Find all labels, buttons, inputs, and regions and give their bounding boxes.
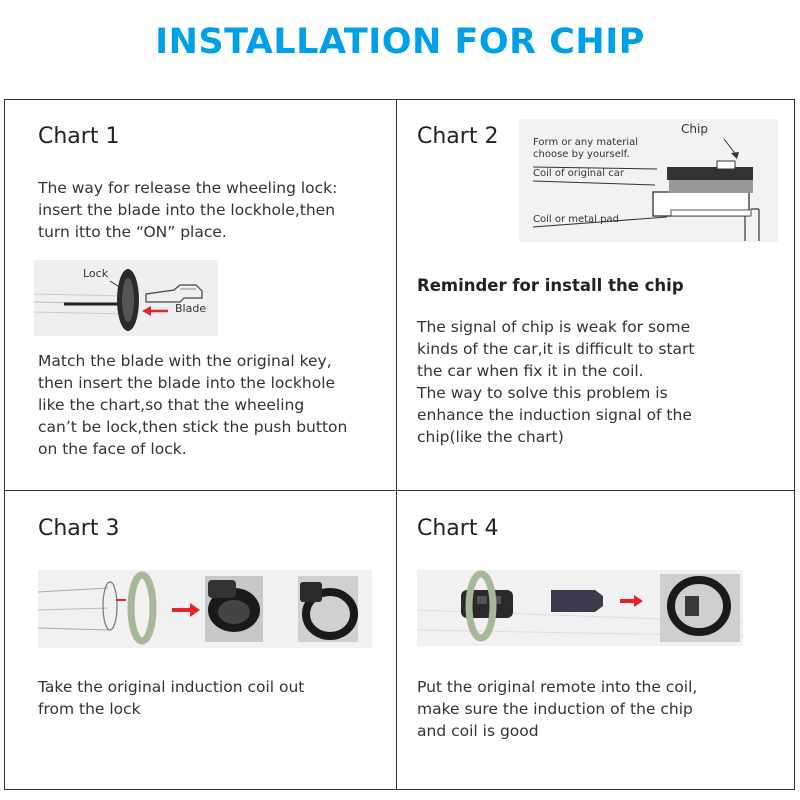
pad-label: Coil or metal pad: [533, 214, 619, 225]
grid-divider-vertical: [396, 99, 397, 789]
chart3-text: Take the original induction coil out from the lock: [38, 678, 305, 718]
lock-blade-image: [34, 260, 218, 336]
chart2-heading: Chart 2: [417, 124, 499, 149]
chart4-heading: Chart 4: [417, 516, 499, 541]
lock-label: Lock: [83, 267, 109, 280]
blade-label: Blade: [175, 302, 207, 315]
remote-in-coil-image: [417, 570, 743, 646]
reminder-title: Reminder for install the chip: [417, 276, 684, 295]
grid-divider-horizontal: [4, 490, 794, 491]
chart2-text: The signal of chip is weak for some kinds of the car,it is difficult to start the car when fix it in the coil. The way to solve this problem is enhance the induction signal of the chip(like the chart): [417, 318, 695, 446]
chart4-text: Put the original remote into the coil, make sure the induction of the chip and coil is good: [417, 678, 698, 740]
coil-removal-image: [38, 570, 372, 648]
coil-label: Coil of original car: [533, 168, 624, 179]
form-label: Form or any material choose by yourself.: [533, 137, 639, 160]
chart3-heading: Chart 3: [38, 516, 120, 541]
chart1-heading: Chart 1: [38, 124, 120, 149]
chart1-text-match: Match the blade with the original key, then insert the blade into the lockhole like the chart,so that the wheeling can’t be lock,then stick the push button on the face of lock.: [38, 352, 348, 458]
chart1-text-release: The way for release the wheeling lock: insert the blade into the lockhole,then turn itto the “ON” place.: [38, 179, 338, 241]
chip-coil-diagram: [519, 119, 778, 242]
chip-label: Chip: [681, 122, 708, 136]
page-title: INSTALLATION FOR CHIP: [155, 22, 645, 62]
